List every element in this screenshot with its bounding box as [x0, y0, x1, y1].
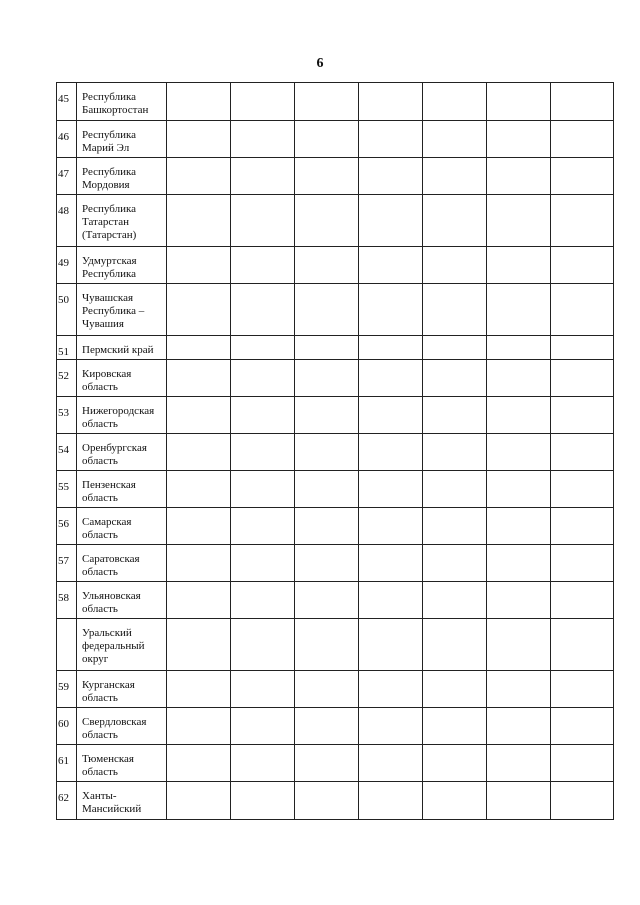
empty-cell [231, 83, 295, 121]
empty-cell [487, 195, 551, 247]
empty-cell [231, 434, 295, 471]
empty-cell [487, 83, 551, 121]
empty-cell [295, 284, 359, 336]
empty-cell [487, 471, 551, 508]
empty-cell [551, 83, 614, 121]
empty-cell [359, 708, 423, 745]
empty-cell [487, 745, 551, 782]
empty-cell [551, 397, 614, 434]
empty-cell [167, 745, 231, 782]
regions-table [56, 82, 614, 820]
table-row [57, 336, 614, 360]
empty-cell [295, 545, 359, 582]
empty-cell [423, 336, 487, 360]
empty-cell [423, 671, 487, 708]
row-number: 56 [57, 508, 77, 545]
empty-cell [487, 619, 551, 671]
empty-cell [551, 708, 614, 745]
empty-cell [551, 434, 614, 471]
region-name: Республика Башкортостан [77, 83, 167, 121]
empty-cell [423, 397, 487, 434]
empty-cell [167, 397, 231, 434]
table-row [57, 508, 614, 545]
table-row [57, 708, 614, 745]
empty-cell [487, 671, 551, 708]
empty-cell [167, 83, 231, 121]
region-name: Свердловская область [77, 708, 167, 745]
region-name: Чувашская Республика – Чувашия [77, 284, 167, 336]
empty-cell [295, 782, 359, 820]
table-row [57, 582, 614, 619]
empty-cell [551, 745, 614, 782]
empty-cell [551, 247, 614, 284]
row-number: 62 [57, 782, 77, 820]
empty-cell [167, 671, 231, 708]
empty-cell [487, 508, 551, 545]
empty-cell [487, 782, 551, 820]
empty-cell [167, 508, 231, 545]
empty-cell [551, 195, 614, 247]
empty-cell [295, 158, 359, 195]
row-number: 58 [57, 582, 77, 619]
empty-cell [487, 434, 551, 471]
empty-cell [231, 195, 295, 247]
row-number: 53 [57, 397, 77, 434]
empty-cell [295, 397, 359, 434]
empty-cell [231, 397, 295, 434]
region-name: Тюменская область [77, 745, 167, 782]
empty-cell [167, 284, 231, 336]
empty-cell [167, 582, 231, 619]
empty-cell [359, 195, 423, 247]
table-row [57, 83, 614, 121]
table-row [57, 671, 614, 708]
table-row [57, 158, 614, 195]
empty-cell [231, 360, 295, 397]
empty-cell [487, 708, 551, 745]
empty-cell [231, 782, 295, 820]
row-number: 48 [57, 195, 77, 247]
row-number: 47 [57, 158, 77, 195]
empty-cell [487, 336, 551, 360]
regions-table-body [57, 83, 614, 820]
table-row [57, 121, 614, 158]
empty-cell [359, 360, 423, 397]
table-row [57, 619, 614, 671]
empty-cell [167, 434, 231, 471]
empty-cell [167, 247, 231, 284]
empty-cell [551, 582, 614, 619]
region-name: Кировская область [77, 360, 167, 397]
region-name: Ханты-Мансийский [77, 782, 167, 820]
row-number: 45 [57, 83, 77, 121]
table-row [57, 782, 614, 820]
row-number: 49 [57, 247, 77, 284]
empty-cell [295, 83, 359, 121]
empty-cell [231, 247, 295, 284]
empty-cell [167, 195, 231, 247]
empty-cell [487, 158, 551, 195]
region-name: Республика Татарстан (Татарстан) [77, 195, 167, 247]
empty-cell [295, 745, 359, 782]
empty-cell [551, 471, 614, 508]
empty-cell [359, 397, 423, 434]
table-row [57, 195, 614, 247]
row-number: 50 [57, 284, 77, 336]
empty-cell [423, 745, 487, 782]
empty-cell [423, 434, 487, 471]
region-name: Пермский край [77, 336, 167, 360]
region-name: Саратовская область [77, 545, 167, 582]
empty-cell [167, 782, 231, 820]
table-row [57, 434, 614, 471]
empty-cell [359, 336, 423, 360]
empty-cell [551, 121, 614, 158]
table-row [57, 284, 614, 336]
empty-cell [359, 671, 423, 708]
empty-cell [295, 471, 359, 508]
empty-cell [167, 336, 231, 360]
empty-cell [551, 782, 614, 820]
row-number: 46 [57, 121, 77, 158]
empty-cell [167, 545, 231, 582]
empty-cell [231, 708, 295, 745]
empty-cell [423, 782, 487, 820]
empty-cell [167, 471, 231, 508]
table-row [57, 247, 614, 284]
empty-cell [359, 471, 423, 508]
empty-cell [423, 582, 487, 619]
table-row [57, 545, 614, 582]
row-number: 61 [57, 745, 77, 782]
empty-cell [359, 545, 423, 582]
empty-cell [231, 121, 295, 158]
empty-cell [295, 336, 359, 360]
empty-cell [295, 708, 359, 745]
empty-cell [423, 195, 487, 247]
empty-cell [487, 582, 551, 619]
empty-cell [295, 434, 359, 471]
empty-cell [231, 619, 295, 671]
empty-cell [295, 508, 359, 545]
row-number [57, 619, 77, 671]
empty-cell [359, 582, 423, 619]
row-number: 55 [57, 471, 77, 508]
empty-cell [231, 545, 295, 582]
empty-cell [487, 121, 551, 158]
empty-cell [167, 158, 231, 195]
empty-cell [167, 360, 231, 397]
empty-cell [359, 619, 423, 671]
region-name: Удмуртская Республика [77, 247, 167, 284]
region-name: Самарская область [77, 508, 167, 545]
table-row [57, 397, 614, 434]
table-row [57, 745, 614, 782]
empty-cell [295, 619, 359, 671]
empty-cell [231, 284, 295, 336]
empty-cell [231, 745, 295, 782]
empty-cell [359, 782, 423, 820]
empty-cell [231, 671, 295, 708]
row-number: 57 [57, 545, 77, 582]
empty-cell [551, 671, 614, 708]
empty-cell [423, 121, 487, 158]
empty-cell [487, 545, 551, 582]
empty-cell [423, 284, 487, 336]
row-number: 60 [57, 708, 77, 745]
empty-cell [359, 83, 423, 121]
region-name: Курганская область [77, 671, 167, 708]
row-number: 54 [57, 434, 77, 471]
empty-cell [551, 360, 614, 397]
region-name: Республика Марий Эл [77, 121, 167, 158]
empty-cell [359, 158, 423, 195]
region-name: Ульяновская область [77, 582, 167, 619]
empty-cell [487, 284, 551, 336]
empty-cell [487, 360, 551, 397]
empty-cell [423, 247, 487, 284]
empty-cell [295, 360, 359, 397]
empty-cell [423, 471, 487, 508]
empty-cell [359, 284, 423, 336]
page-number: 6 [316, 56, 324, 71]
table-row [57, 471, 614, 508]
empty-cell [423, 83, 487, 121]
region-name: Уральский федеральный округ [77, 619, 167, 671]
empty-cell [231, 471, 295, 508]
empty-cell [231, 336, 295, 360]
empty-cell [295, 121, 359, 158]
row-number: 52 [57, 360, 77, 397]
empty-cell [551, 545, 614, 582]
empty-cell [359, 508, 423, 545]
empty-cell [487, 247, 551, 284]
empty-cell [551, 336, 614, 360]
empty-cell [423, 545, 487, 582]
empty-cell [359, 434, 423, 471]
empty-cell [551, 158, 614, 195]
region-name: Оренбургская область [77, 434, 167, 471]
table-row [57, 360, 614, 397]
empty-cell [423, 619, 487, 671]
empty-cell [551, 508, 614, 545]
region-name: Республика Мордовия [77, 158, 167, 195]
empty-cell [295, 671, 359, 708]
empty-cell [359, 745, 423, 782]
empty-cell [231, 158, 295, 195]
empty-cell [295, 582, 359, 619]
empty-cell [231, 582, 295, 619]
empty-cell [551, 619, 614, 671]
region-name: Пензенская область [77, 471, 167, 508]
row-number: 51 [57, 336, 77, 360]
empty-cell [231, 508, 295, 545]
empty-cell [167, 708, 231, 745]
empty-cell [359, 247, 423, 284]
empty-cell [359, 121, 423, 158]
empty-cell [167, 121, 231, 158]
empty-cell [423, 708, 487, 745]
row-number: 59 [57, 671, 77, 708]
empty-cell [423, 360, 487, 397]
empty-cell [295, 195, 359, 247]
empty-cell [295, 247, 359, 284]
empty-cell [423, 158, 487, 195]
region-name: Нижегородская область [77, 397, 167, 434]
empty-cell [167, 619, 231, 671]
empty-cell [423, 508, 487, 545]
empty-cell [487, 397, 551, 434]
empty-cell [551, 284, 614, 336]
